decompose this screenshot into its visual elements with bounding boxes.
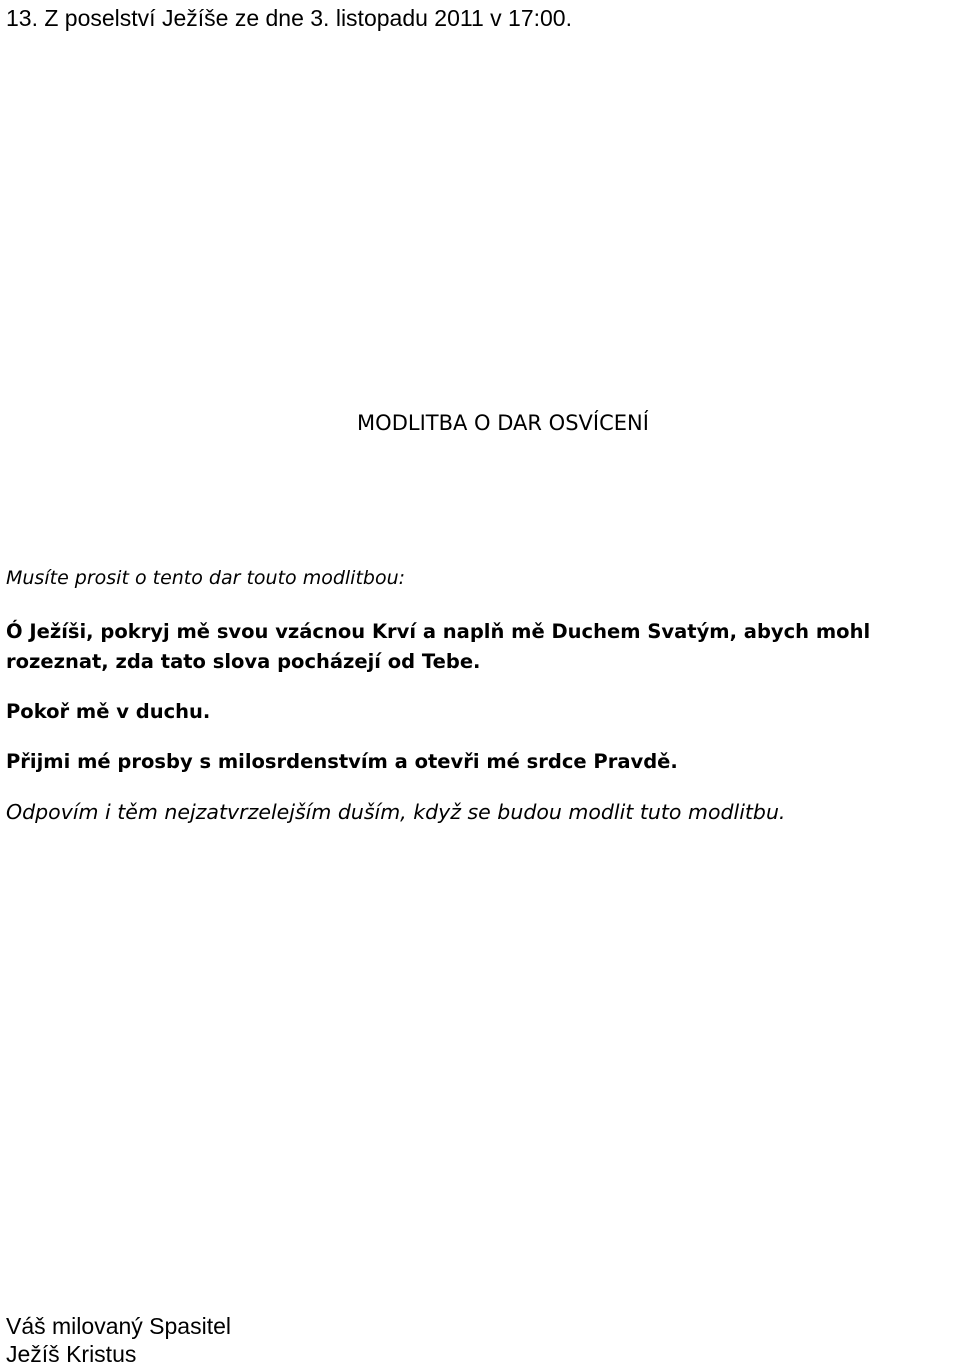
intro-text: Musíte prosit o tento dar touto modlitbou: bbox=[6, 567, 406, 589]
prayer-line-1: Ó Ježíši, pokryj mě svou vzácnou Krví a naplň mě Duchem Svatým, abych mohl bbox=[6, 620, 871, 643]
answer-text: Odpovím i těm nejzatvrzelejším duším, když se budou modlit tuto modlitbu. bbox=[6, 800, 786, 824]
signature-line-1: Váš milovaný Spasitel bbox=[6, 1313, 231, 1339]
prayer-line-2: rozeznat, zda tato slova pocházejí od Tebe. bbox=[6, 650, 481, 673]
prayer-paragraph bbox=[6, 617, 960, 677]
prayer-humble-line: Pokoř mě v duchu. bbox=[6, 700, 211, 723]
message-header: 13. Z poselství Ježíše ze dne 3. listopadu 2011 v 17:00. bbox=[6, 5, 572, 31]
prayer-title: MODLITBA O DAR OSVÍCENÍ bbox=[357, 411, 649, 435]
signature-line-2: Ježíš Kristus bbox=[6, 1341, 137, 1367]
prayer-accept-line: Přijmi mé prosby s milosrdenstvím a otevři mé srdce Pravdě. bbox=[6, 750, 678, 773]
